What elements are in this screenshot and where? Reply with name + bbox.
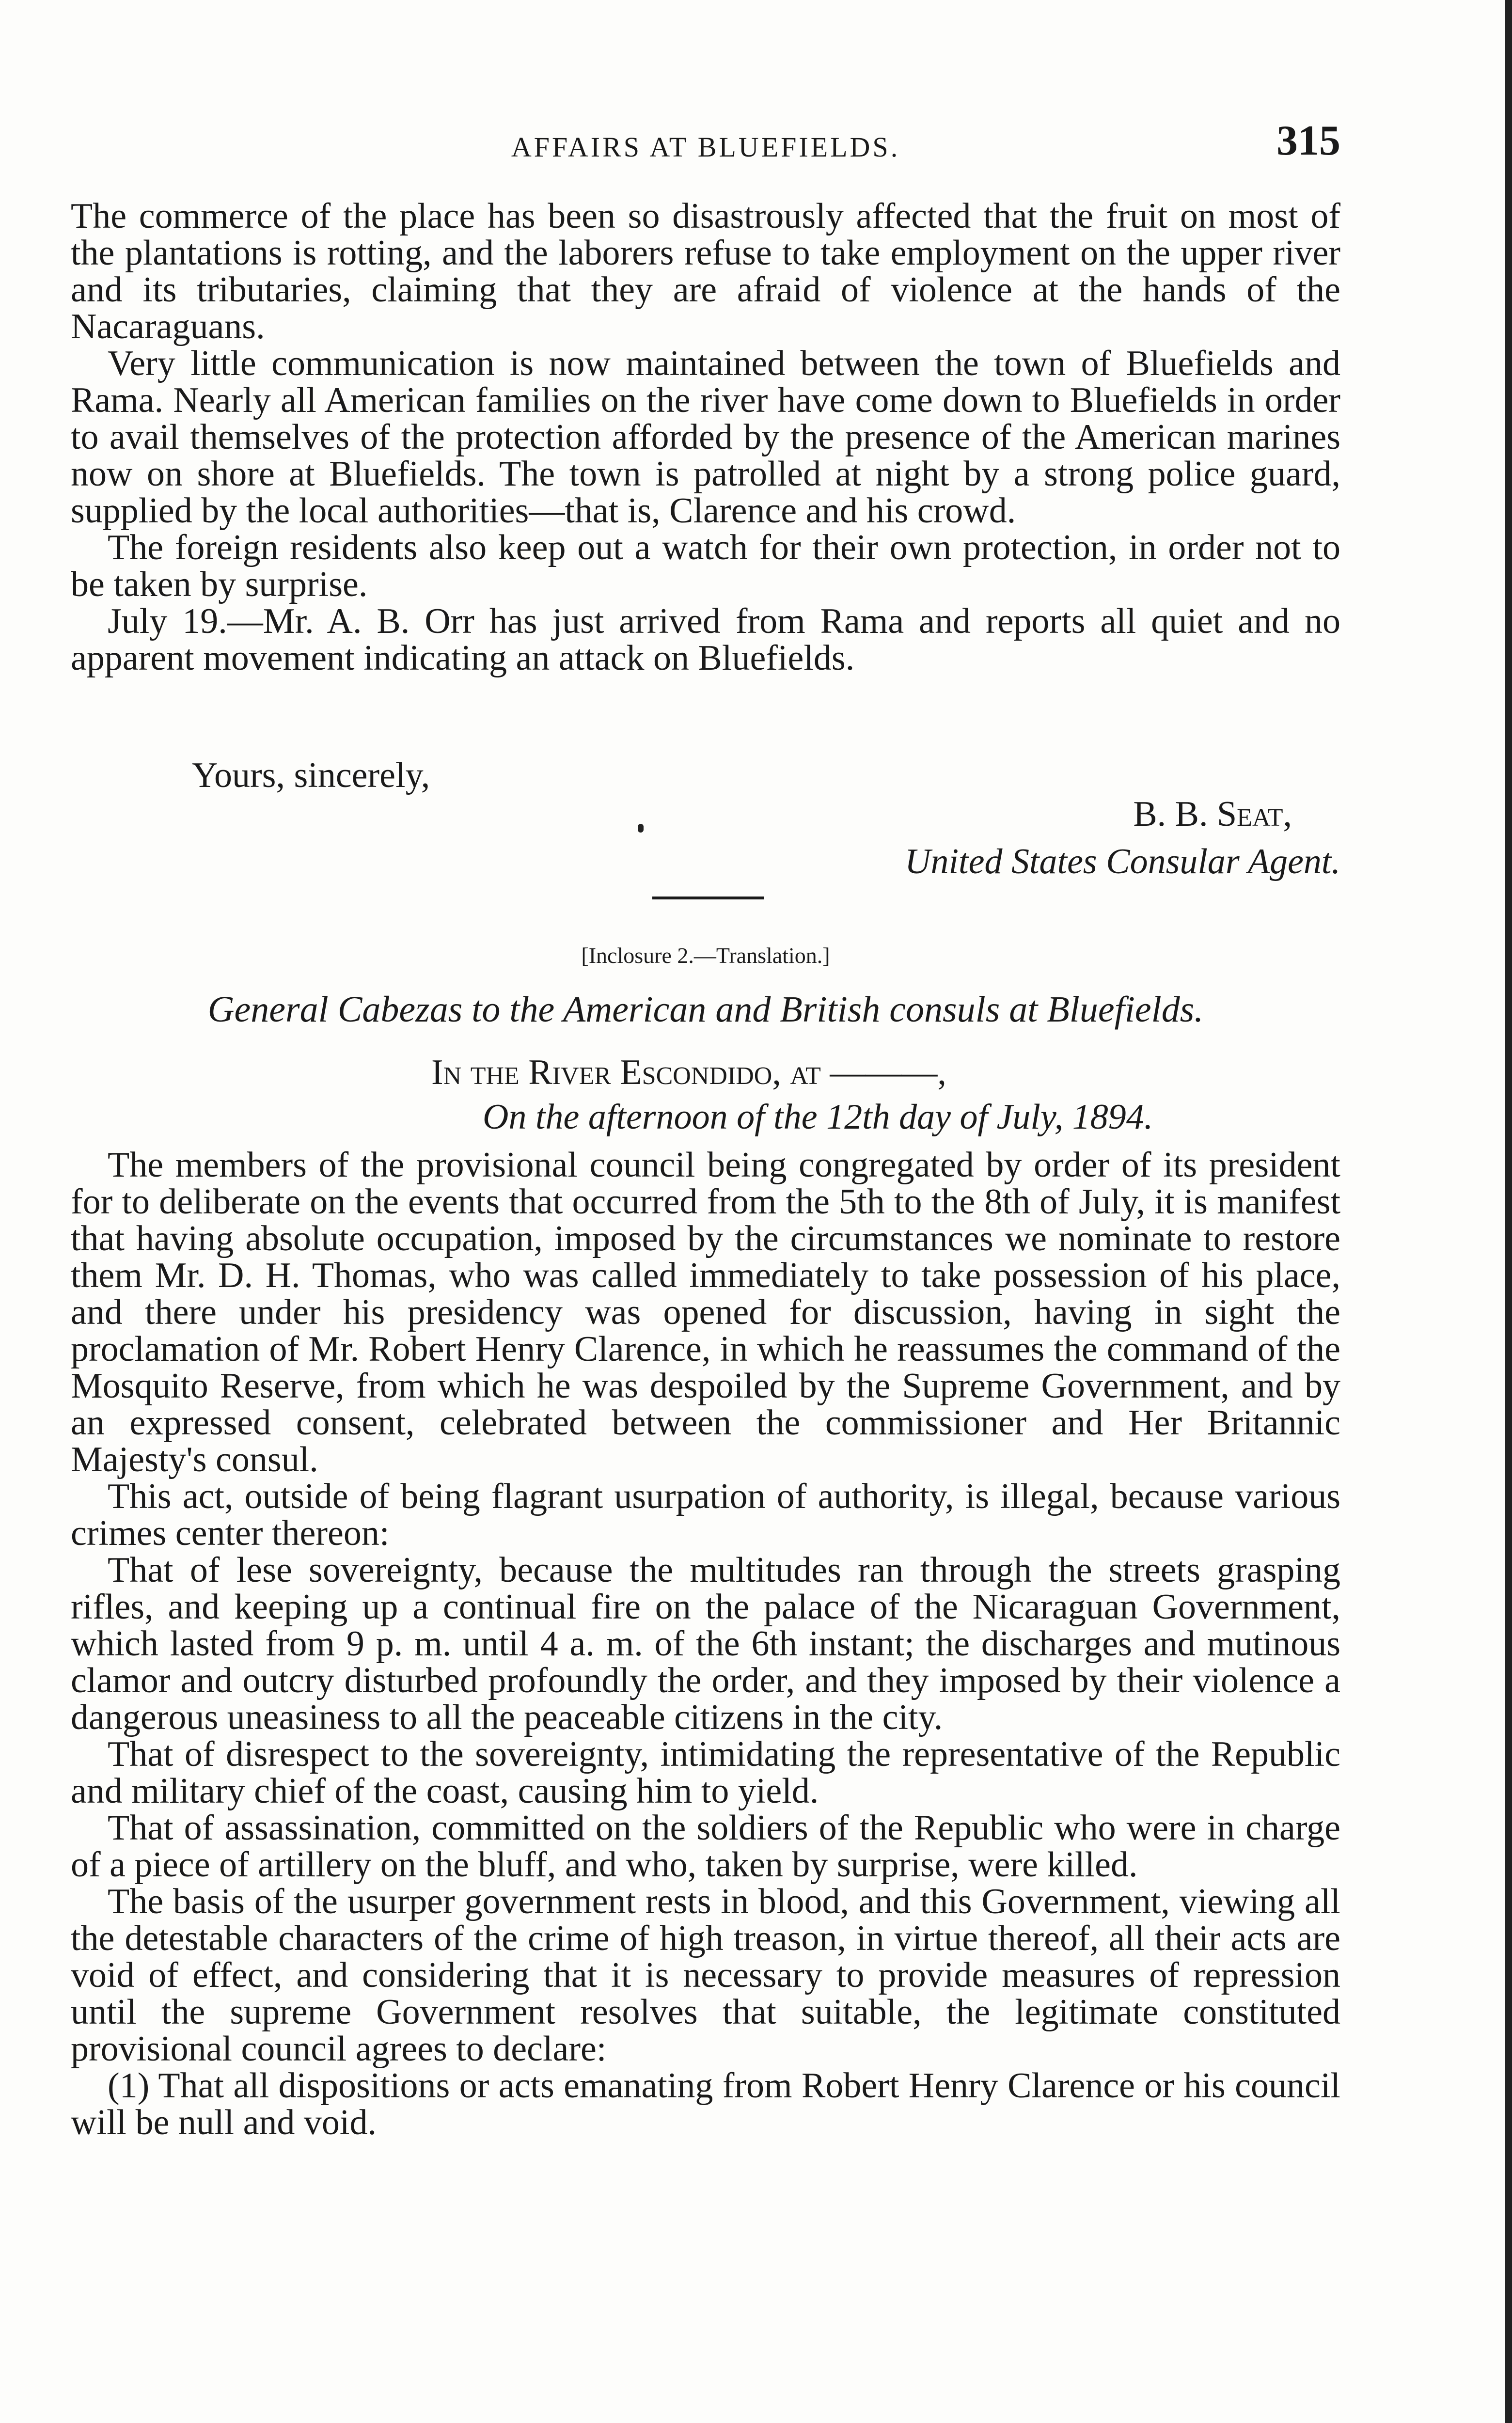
- running-title: AFFAIRS AT BLUEFIELDS.: [511, 131, 900, 163]
- document-heading: General Cabezas to the American and British consuls at Bluefields.: [207, 989, 1204, 1030]
- dateline-date: On the afternoon of the 12th day of July, 1894.: [483, 1097, 1153, 1137]
- closing-phrase: Yours, sincerely,: [192, 755, 430, 795]
- letter-paragraph: The commerce of the place has been so disastrously affected that the fruit on most of the plantations is rotting, and the laborers refuse to take employment on the upper river and its tributaries, claiming that they are afraid of violence at the hands of the Nacaraguans.: [71, 196, 1340, 346]
- body-paragraph: The basis of the usurper government rests in blood, and this Government, viewing all the detestable characters of the crime of high treason, in virtue thereof, all their acts are void of effect, and considering that it is necessary to provide measures of repression until the supreme Government resolves that suitable, the legitimate constituted provisional council agrees to declare:: [71, 1882, 1340, 2069]
- inclosure-label: [Inclosure 2.—Translation.]: [581, 943, 830, 968]
- signer-title: United States Consular Agent.: [905, 842, 1340, 881]
- body-paragraph: That of disrespect to the sovereignty, intimidating the representative of the Republic and military chief of the coast, causing him to yield.: [71, 1734, 1340, 1811]
- signer-name: B. B. Seat,: [1133, 794, 1292, 834]
- body-paragraph: The members of the provisional council being congregated by order of its president for to deliberate on the events that occurred from the 5th to the 8th of July, it is manifest that having absolute occupation, imposed by the circumstances we nominate to restore them Mr. D. H. Thomas, who was called immediately to take possession of his place, and there under his presidency was opened for discussion, having in sight the proclamation of Mr. Robert Henry Clarence, in which he reassumes the command of the Mosquito Reserve, from which he was despoiled by the Supreme Government, and by an expressed consent, celebrated between the commissioner and Her Britannic Majesty's consul.: [71, 1145, 1340, 1479]
- section-divider: [652, 897, 764, 899]
- letter-body: [71, 198, 1340, 677]
- page-number: 315: [1276, 117, 1340, 164]
- page-edge-shadow: [1505, 0, 1512, 2423]
- letter-paragraph: July 19.—Mr. A. B. Orr has just arrived from Rama and reports all quiet and no apparent movement indicating an attack on Bluefields.: [71, 601, 1340, 678]
- ink-dot: [638, 824, 644, 833]
- dateline-place: In the River Escondido, at ———,: [431, 1053, 946, 1092]
- letter-closing: [71, 756, 1340, 887]
- letter-paragraph: The foreign residents also keep out a watch for their own protection, in order not to be taken by surprise.: [71, 528, 1340, 604]
- letter-paragraph: Very little communication is now maintained between the town of Bluefields and Rama. Nearly all American families on the river have come down to Bluefields in order to avail themselves of the protection afforded by the presence of the American marines now on shore at Bluefields. The town is patrolled at night by a strong police guard, supplied by the local authorities—that is, Clarence and his crowd.: [71, 344, 1340, 531]
- running-head: [71, 116, 1340, 170]
- body-paragraph: This act, outside of being flagrant usurpation of authority, is illegal, because various crimes center thereon:: [71, 1477, 1340, 1553]
- body-paragraph: (1) That all dispositions or acts emanating from Robert Henry Clarence or his council will be null and void.: [71, 2066, 1340, 2142]
- body-paragraph: That of assassination, committed on the soldiers of the Republic who were in charge of a piece of artillery on the bluff, and who, taken by surprise, were killed.: [71, 1808, 1340, 1885]
- document-body: [71, 1147, 1340, 2141]
- body-paragraph: That of lese sovereignty, because the multitudes ran through the streets grasping rifles, and keeping up a continual fire on the palace of the Nicaraguan Government, which lasted from 9 p. m. until 4 a. m. of the 6th instant; the discharges and mutinous clamor and outcry disturbed profoundly the order, and they imposed by their violence a dangerous uneasiness to all the peaceable citizens in the city.: [71, 1550, 1340, 1737]
